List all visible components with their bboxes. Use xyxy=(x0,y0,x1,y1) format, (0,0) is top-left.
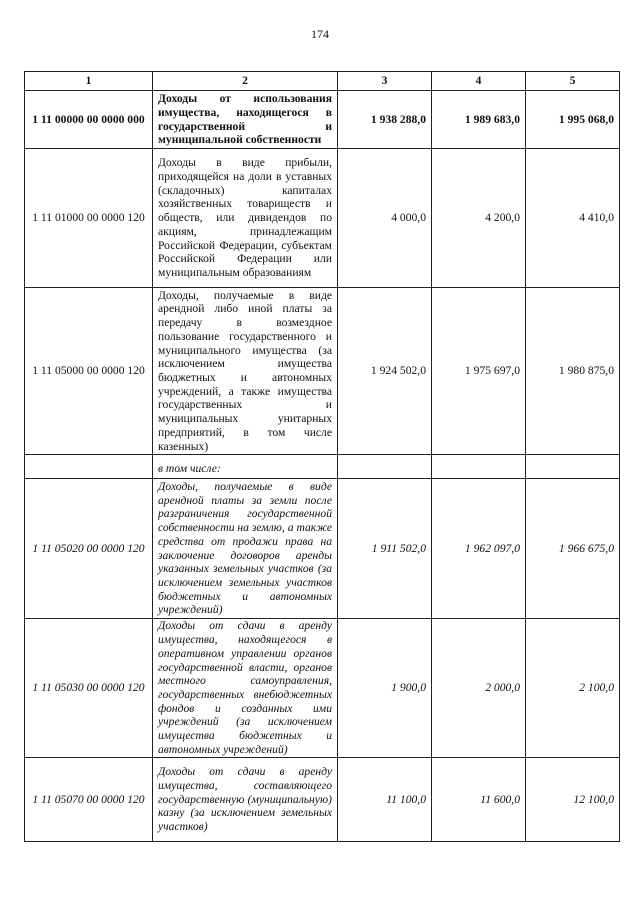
value-col3: 1 911 502,0 xyxy=(338,479,432,619)
budget-code: 1 11 00000 00 0000 000 xyxy=(25,91,153,149)
value-col3: 1 924 502,0 xyxy=(338,288,432,455)
column-header-3: 3 xyxy=(338,72,432,91)
budget-code: 1 11 05000 00 0000 120 xyxy=(25,288,153,455)
revenue-name: в том числе: xyxy=(153,455,338,479)
value-col5: 1 980 875,0 xyxy=(526,288,620,455)
page-number: 174 xyxy=(311,27,329,41)
value-col3 xyxy=(338,455,432,479)
table-header-row xyxy=(25,72,620,91)
column-header-1: 1 xyxy=(25,72,153,91)
budget-code: 1 11 05030 00 0000 120 xyxy=(25,619,153,758)
value-col5: 2 100,0 xyxy=(526,619,620,758)
column-header-5: 5 xyxy=(526,72,620,91)
value-col3: 11 100,0 xyxy=(338,758,432,842)
revenue-name: Доходы, получаемые в виде арендной платы за земли после разграничения государственной собственности на землю, а также средства от продажи права на заключение договоров аренды указанных земельных участков (за исключением земельных участков бюджетных и автономных учреждений) xyxy=(153,479,338,619)
value-col3: 1 938 288,0 xyxy=(338,91,432,149)
budget-code xyxy=(25,455,153,479)
value-col4: 11 600,0 xyxy=(432,758,526,842)
revenue-name: Доходы в виде прибыли, приходящейся на доли в уставных (складочных) капиталах хозяйственных товариществ и обществ, или дивидендов по акциям, принадлежащим Российской Федерации, субъектам Российской Федерации или муниципальным образованиям xyxy=(153,149,338,288)
value-col5: 4 410,0 xyxy=(526,149,620,288)
revenue-name: Доходы от использования имущества, находящегося в государственной и муниципальной собственности xyxy=(153,91,338,149)
budget-code: 1 11 05020 00 0000 120 xyxy=(25,479,153,619)
value-col4: 1 989 683,0 xyxy=(432,91,526,149)
column-header-2: 2 xyxy=(153,72,338,91)
value-col3: 4 000,0 xyxy=(338,149,432,288)
table-row xyxy=(25,288,620,455)
revenue-name: Доходы от сдачи в аренду имущества, составляющего государственную (муниципальную) казну (за исключением земельных участков) xyxy=(153,758,338,842)
value-col4: 1 975 697,0 xyxy=(432,288,526,455)
table-row xyxy=(25,758,620,842)
budget-revenue-table xyxy=(24,71,620,842)
budget-code: 1 11 05070 00 0000 120 xyxy=(25,758,153,842)
table-row xyxy=(25,455,620,479)
value-col5: 1 966 675,0 xyxy=(526,479,620,619)
table-row xyxy=(25,479,620,619)
budget-code: 1 11 01000 00 0000 120 xyxy=(25,149,153,288)
value-col5: 1 995 068,0 xyxy=(526,91,620,149)
value-col4: 4 200,0 xyxy=(432,149,526,288)
revenue-name: Доходы, получаемые в виде арендной либо иной платы за передачу в возмездное пользование государственного и муниципального имущества (за исключением имущества бюджетных и автономных учреждений, а также имущества государственных и муниципальных унитарных предприятий, в том числе казенных) xyxy=(153,288,338,455)
value-col4: 2 000,0 xyxy=(432,619,526,758)
table-row xyxy=(25,149,620,288)
value-col3: 1 900,0 xyxy=(338,619,432,758)
table-row xyxy=(25,619,620,758)
revenue-name: Доходы от сдачи в аренду имущества, находящегося в оперативном управлении органов государственной власти, органов местного самоуправления, государственных внебюджетных фондов и созданных ими учреждений (за исключением имущества бюджетных и автономных учреждений) xyxy=(153,619,338,758)
value-col5: 12 100,0 xyxy=(526,758,620,842)
table-row xyxy=(25,91,620,149)
value-col5 xyxy=(526,455,620,479)
value-col4 xyxy=(432,455,526,479)
column-header-4: 4 xyxy=(432,72,526,91)
value-col4: 1 962 097,0 xyxy=(432,479,526,619)
